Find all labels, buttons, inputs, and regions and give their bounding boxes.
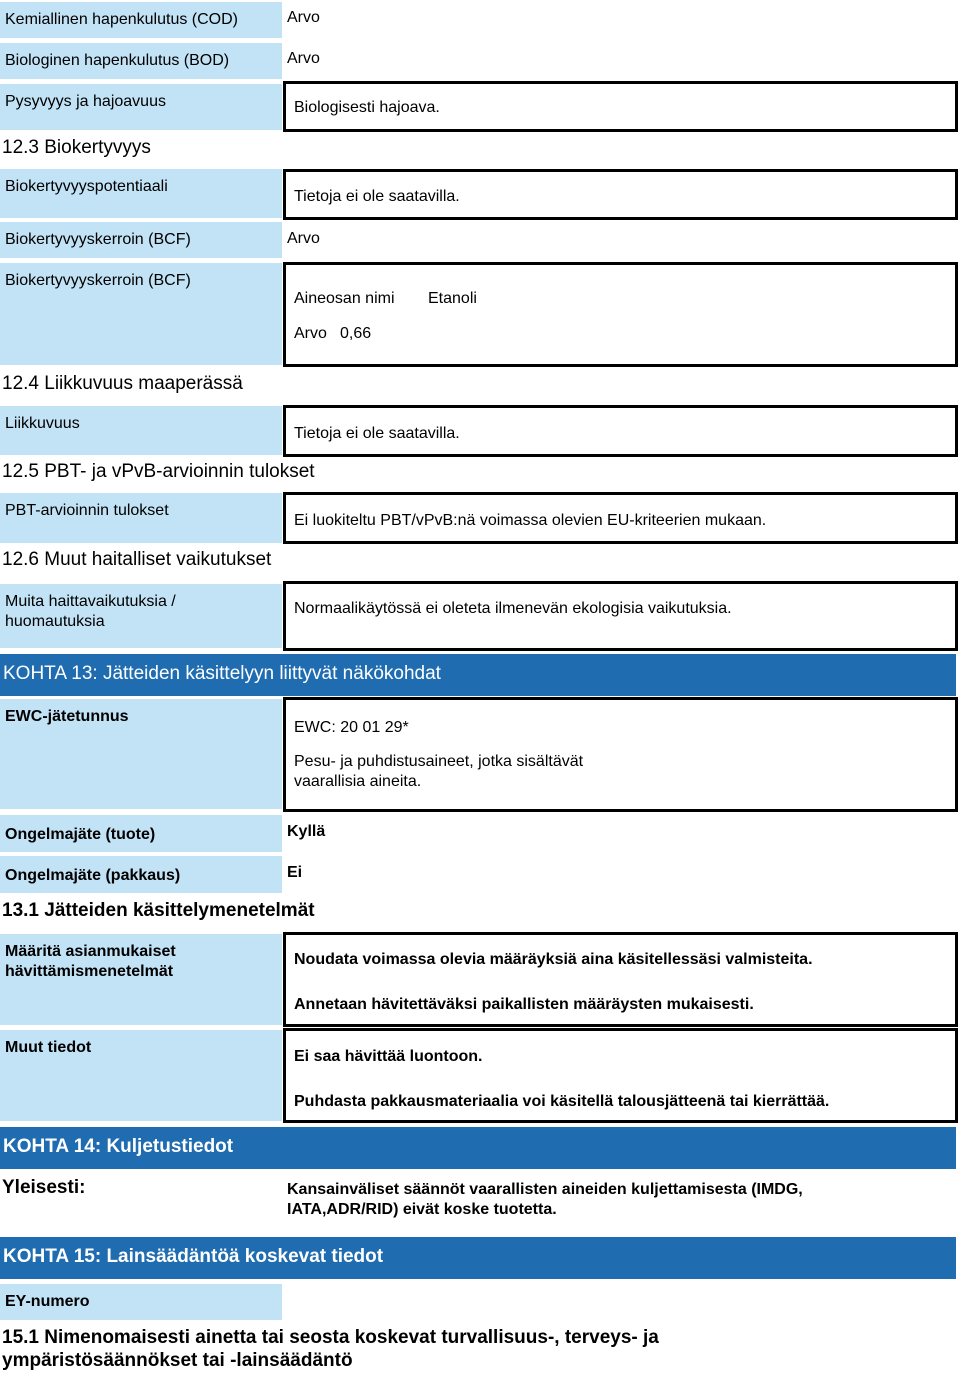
component-name-value: Etanoli xyxy=(428,290,477,307)
other-info-box xyxy=(283,1028,958,1123)
component-value: 0,66 xyxy=(340,325,372,342)
section-15-title: KOHTA 15: Lainsäädäntöä koskevat tiedot xyxy=(0,1237,956,1279)
hazardous-packaging-label: Ongelmajäte (pakkaus) xyxy=(0,856,282,893)
bioaccumulation-potential-label: Biokertyvyyspotentiaali xyxy=(0,169,282,218)
ey-number-label: EY-numero xyxy=(0,1284,282,1320)
persistence-label: Pysyvyys ja hajoavuus xyxy=(0,84,282,130)
transport-general-value-line2: IATA,ADR/RID) eivät koske tuotetta. xyxy=(287,1201,557,1218)
pbt-box xyxy=(283,492,958,544)
section-15-1-heading-line2: ympäristösäännökset tai -lainsäädäntö xyxy=(2,1350,353,1371)
section-13-title: KOHTA 13: Jätteiden käsittelyyn liittyvät näkökohdat xyxy=(0,654,956,696)
section-14-title: KOHTA 14: Kuljetustiedot xyxy=(0,1127,956,1169)
disposal-methods-box xyxy=(283,932,958,1027)
disposal-methods-label-line1: Määritä asianmukaiset xyxy=(5,943,176,960)
pbt-value: Ei luokiteltu PBT/vPvB:nä voimassa olevien EU-kriteerien mukaan. xyxy=(294,512,767,529)
section-13-1-heading: 13.1 Jätteiden käsittelymenetelmät xyxy=(2,900,315,921)
bioaccumulation-potential-value: Tietoja ei ole saatavilla. xyxy=(294,188,460,205)
transport-general-label: Yleisesti: xyxy=(2,1177,86,1198)
other-effects-value: Normaalikäytössä ei oleteta ilmenevän ekologisia vaikutuksia. xyxy=(294,600,732,617)
ewc-code: EWC: 20 01 29* xyxy=(294,719,409,736)
bod-value: Arvo xyxy=(287,50,320,67)
disposal-methods-label xyxy=(0,934,282,1025)
disposal-methods-label-line2: hävittämismenetelmät xyxy=(5,963,174,980)
hazardous-product-label: Ongelmajäte (tuote) xyxy=(0,815,282,852)
other-effects-label-line1: Muita haittavaikutuksia / xyxy=(5,593,176,610)
section-12-3-heading: 12.3 Biokertyvyys xyxy=(2,137,151,158)
mobility-box xyxy=(283,405,958,457)
persistence-value: Biologisesti hajoava. xyxy=(294,99,440,116)
bcf-label-1: Biokertyvyyskerroin (BCF) xyxy=(0,222,282,258)
ewc-description-line2: vaarallisia aineita. xyxy=(294,773,422,790)
other-info-value2: Puhdasta pakkausmateriaalia voi käsitellä talousjätteenä tai kierrättää. xyxy=(294,1093,830,1110)
section-12-5-heading: 12.5 PBT- ja vPvB-arvioinnin tulokset xyxy=(2,461,315,482)
other-effects-label xyxy=(0,584,282,648)
other-info-label: Muut tiedot xyxy=(0,1030,282,1121)
cod-label: Kemiallinen hapenkulutus (COD) xyxy=(0,2,282,38)
section-12-4-heading: 12.4 Liikkuvuus maaperässä xyxy=(2,373,243,394)
section-12-6-heading: 12.6 Muut haitalliset vaikutukset xyxy=(2,549,272,570)
cod-value: Arvo xyxy=(287,9,320,26)
disposal-methods-value2: Annetaan hävitettäväksi paikallisten määräysten mukaisesti. xyxy=(294,996,754,1013)
bioaccumulation-potential-box xyxy=(283,169,958,220)
mobility-label: Liikkuvuus xyxy=(0,406,282,455)
pbt-label: PBT-arvioinnin tulokset xyxy=(0,493,282,543)
hazardous-packaging-value: Ei xyxy=(287,864,303,881)
other-effects-label-line2: huomautuksia xyxy=(5,613,105,630)
other-effects-box xyxy=(283,581,958,651)
section-15-1-heading-line1: 15.1 Nimenomaisesti ainetta tai seosta koskevat turvallisuus-, terveys- ja xyxy=(2,1327,659,1348)
component-value-label: Arvo xyxy=(294,325,327,342)
transport-general-value-line1: Kansainväliset säännöt vaarallisten aineiden kuljettamisesta (IMDG, xyxy=(287,1181,803,1198)
bcf-value-1: Arvo xyxy=(287,230,320,247)
bcf-component-box xyxy=(283,262,958,367)
other-info-value1: Ei saa hävittää luontoon. xyxy=(294,1048,483,1065)
mobility-value: Tietoja ei ole saatavilla. xyxy=(294,425,460,442)
hazardous-product-value: Kyllä xyxy=(287,823,326,840)
bod-label: Biologinen hapenkulutus (BOD) xyxy=(0,43,282,79)
ewc-description-line1: Pesu- ja puhdistusaineet, jotka sisältävät xyxy=(294,753,584,770)
component-name-label: Aineosan nimi xyxy=(294,290,395,307)
persistence-value-box xyxy=(283,81,958,132)
ewc-box xyxy=(283,697,958,812)
ewc-label: EWC-jätetunnus xyxy=(0,699,282,809)
disposal-methods-value1: Noudata voimassa olevia määräyksiä aina käsitellessäsi valmisteita. xyxy=(294,951,813,968)
bcf-label-2: Biokertyvyyskerroin (BCF) xyxy=(0,263,282,365)
